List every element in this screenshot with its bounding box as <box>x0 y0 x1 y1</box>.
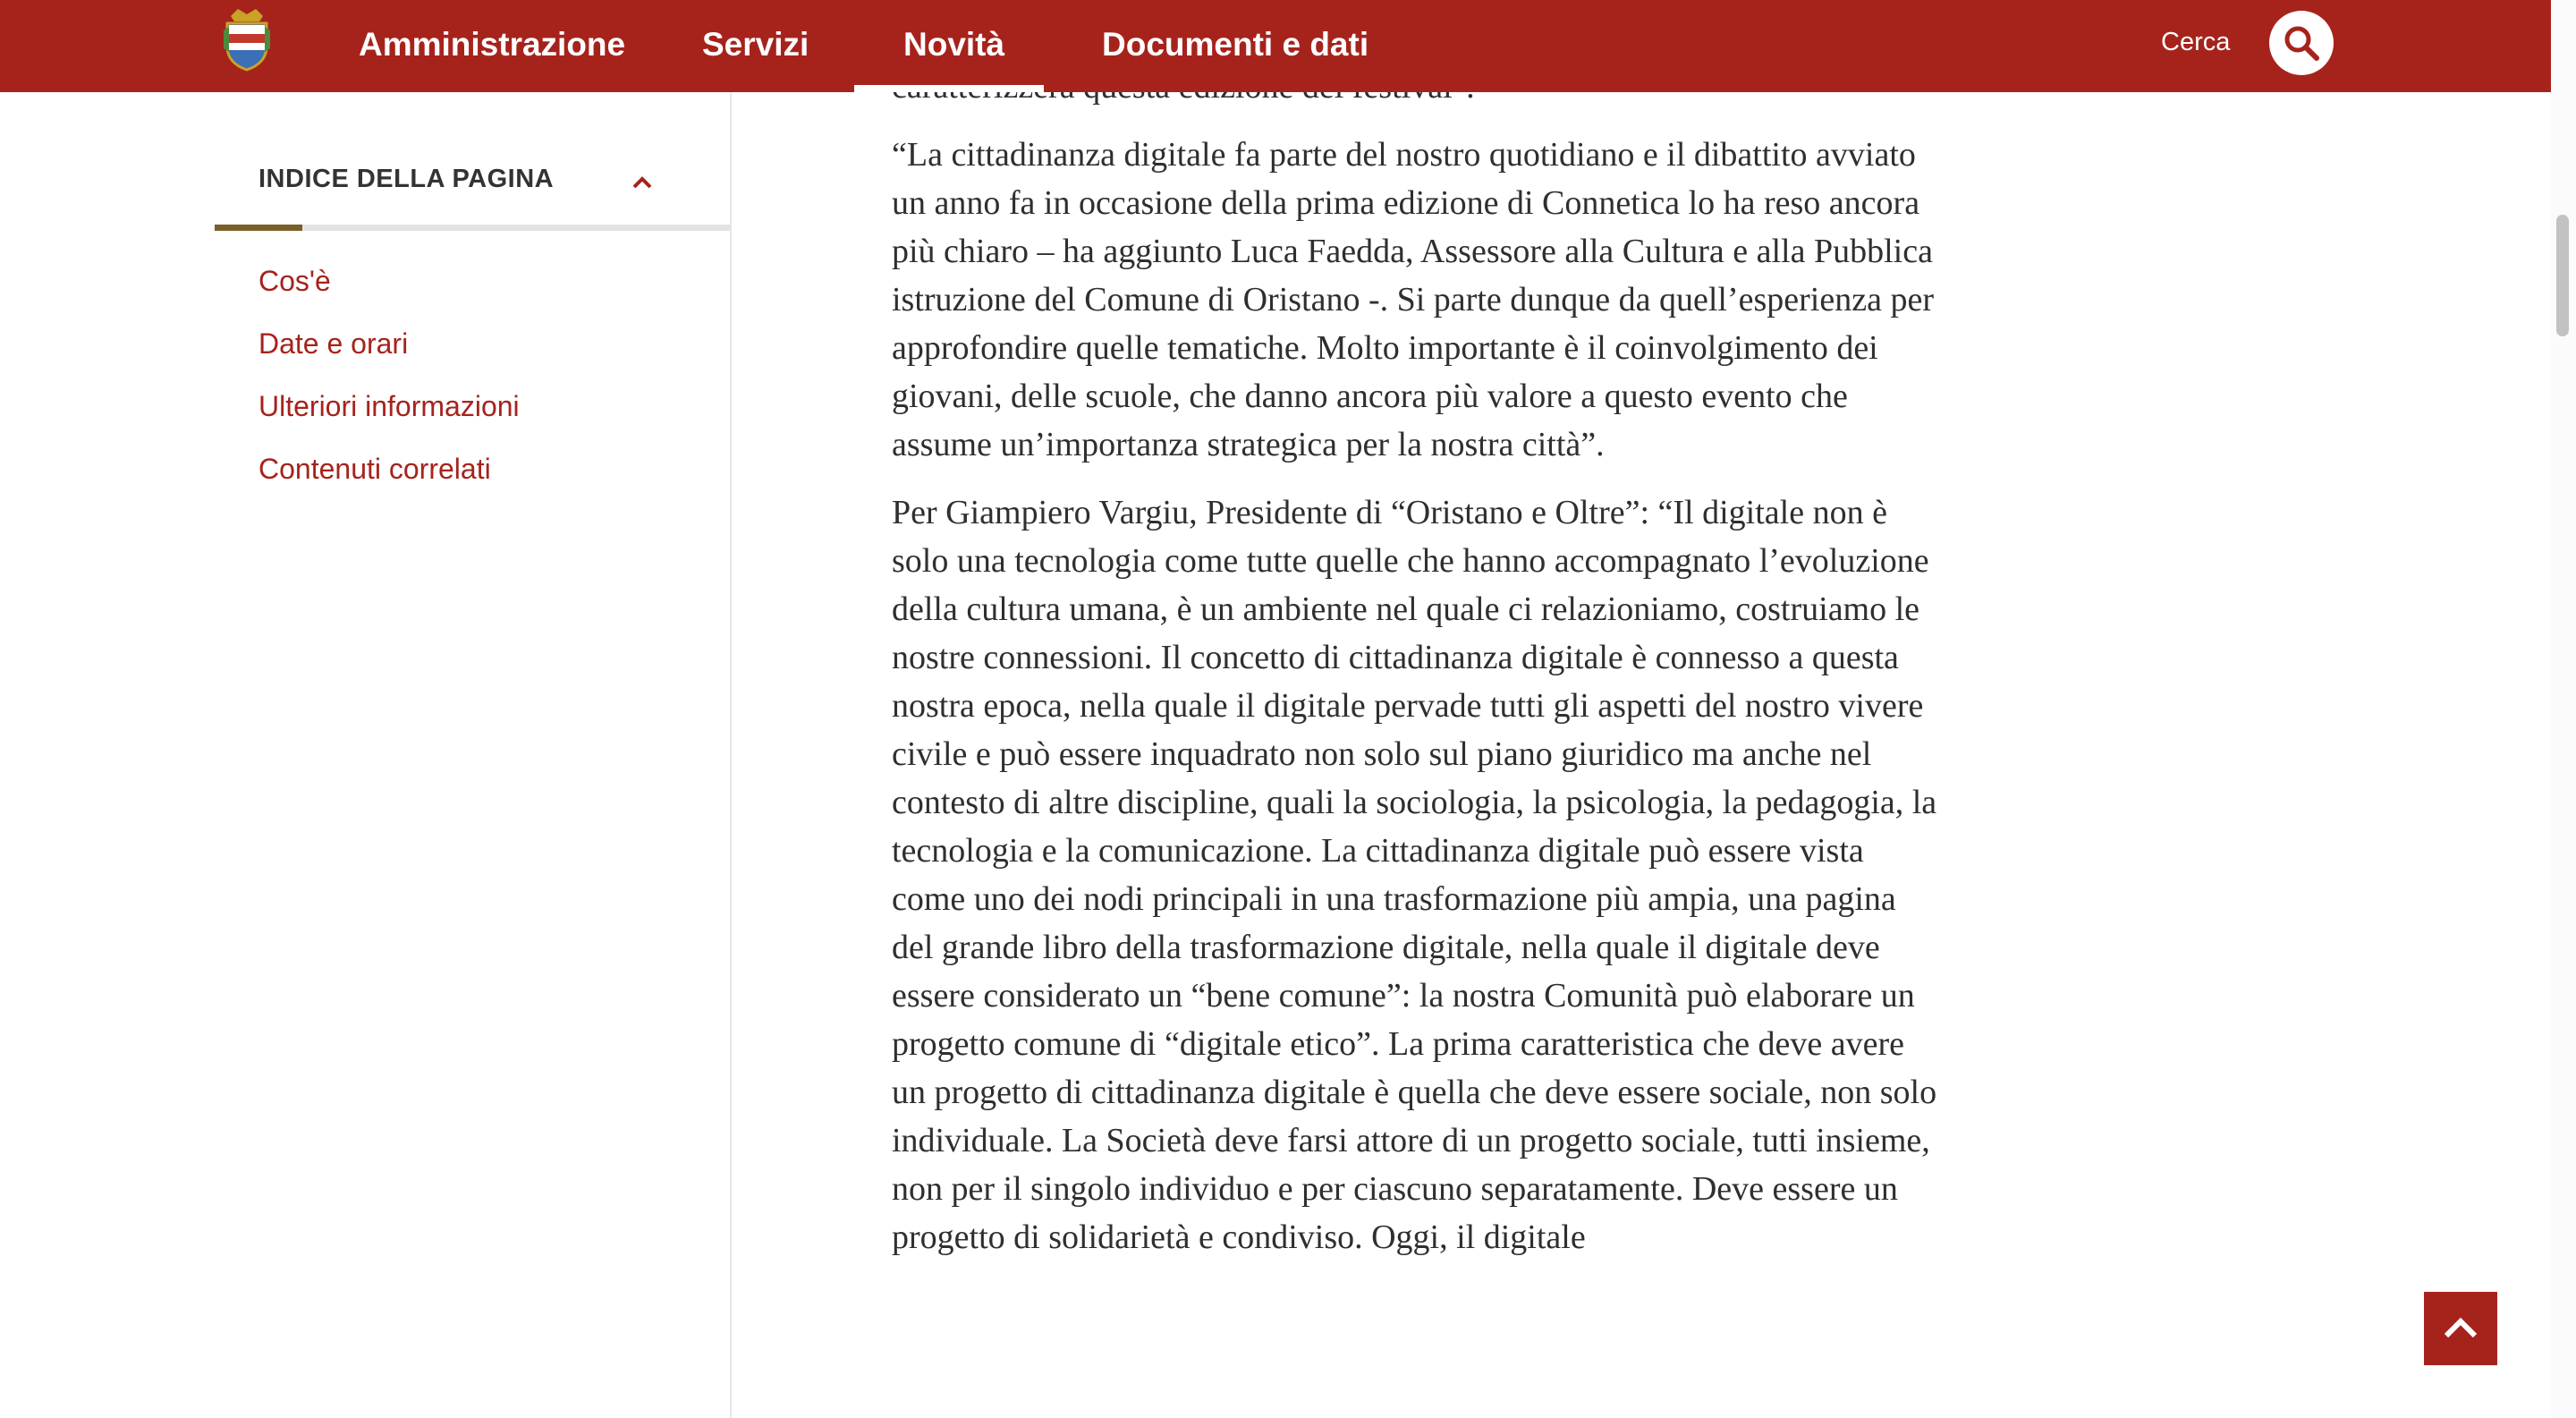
nav-novita[interactable]: Novità <box>903 26 1005 63</box>
article-paragraph: “La cittadinanza digitale fa parte del nostro quotidiano e il dibattito avviato un anno fa in occasione della prima edizione di Connetica lo ha reso ancora più chiaro – ha aggiunto Luca Faedda, Assessore alla Cultura e alla Pubblica istruzione del Comune di Oristano -. Si parte dunque da quell’esperienza per approfondire quelle tematiche. Molto importante è il coinvolgimento dei giovani, delle scuole, che danno ancora più valore a questo evento che assume un’importanza strategica per la nostra città”. <box>892 136 1934 463</box>
chevron-up-icon <box>630 170 655 195</box>
nav-documenti-e-dati[interactable]: Documenti e dati <box>1102 26 1369 63</box>
page-scrollbar[interactable] <box>2551 0 2576 1418</box>
article-body <box>892 63 1938 1281</box>
back-to-top-button[interactable] <box>2424 1292 2497 1365</box>
toc-link-ulteriori-informazioni[interactable]: Ulteriori informazioni <box>258 390 520 422</box>
nav-amministrazione[interactable]: Amministrazione <box>359 26 626 63</box>
search-label[interactable]: Cerca <box>2161 28 2231 56</box>
toc-link-contenuti-correlati[interactable]: Contenuti correlati <box>258 453 491 485</box>
search-button[interactable] <box>2269 11 2334 75</box>
toc-link-date-e-orari[interactable]: Date e orari <box>258 327 409 360</box>
chevron-up-icon <box>2441 1309 2480 1348</box>
site-header <box>0 0 2551 92</box>
toc-link-cos-e[interactable]: Cos'è <box>258 265 331 297</box>
nav-active-indicator <box>854 85 1044 92</box>
search-icon <box>2282 23 2321 63</box>
page-index-title: INDICE DELLA PAGINA <box>258 165 555 193</box>
article-paragraph: Per Giampiero Vargiu, Presidente di “Oristano e Oltre”: “Il digitale non è solo una tecnologia come tutte quelle che hanno accompagnato l’evoluzione della cultura umana, è un ambiente nel quale ci relazioniamo, costruiamo le nostre connessioni. Il concetto di cittadinanza digitale è connesso a questa nostra epoca, nella quale il digitale pervade tutti gli aspetti del nostro vivere civile e può essere inquadrato non solo sul piano giuridico ma anche nel contesto di altre discipline, quali la sociologia, la psicologia, la pedagogia, la tecnologia e la comunicazione. La cittadinanza digitale può essere vista come uno dei nodi principali in una trasformazione più ampia, una pagina del grande libro della trasformazione digitale, nella quale il digitale deve essere considerato un “bene comune”: la nostra Comunità può elaborare un progetto comune di “digitale etico”. La prima caratteristica che deve avere un progetto di cittadinanza digitale è quella che deve essere sociale, non solo individuale. La Società deve farsi attore di un progetto sociale, tutti insieme, non per il singolo individuo e per ciascuno separatamente. Deve essere un progetto di solidarietà e condiviso. Oggi, il digitale <box>892 494 1937 1256</box>
page-scrollbar-thumb[interactable] <box>2556 215 2569 336</box>
nav-servizi[interactable]: Servizi <box>702 26 809 63</box>
coat-of-arms-icon[interactable] <box>222 7 272 72</box>
sidebar-divider <box>730 92 732 1418</box>
page-index-toggle[interactable] <box>630 170 655 200</box>
page-index-progress-bar <box>215 225 302 231</box>
